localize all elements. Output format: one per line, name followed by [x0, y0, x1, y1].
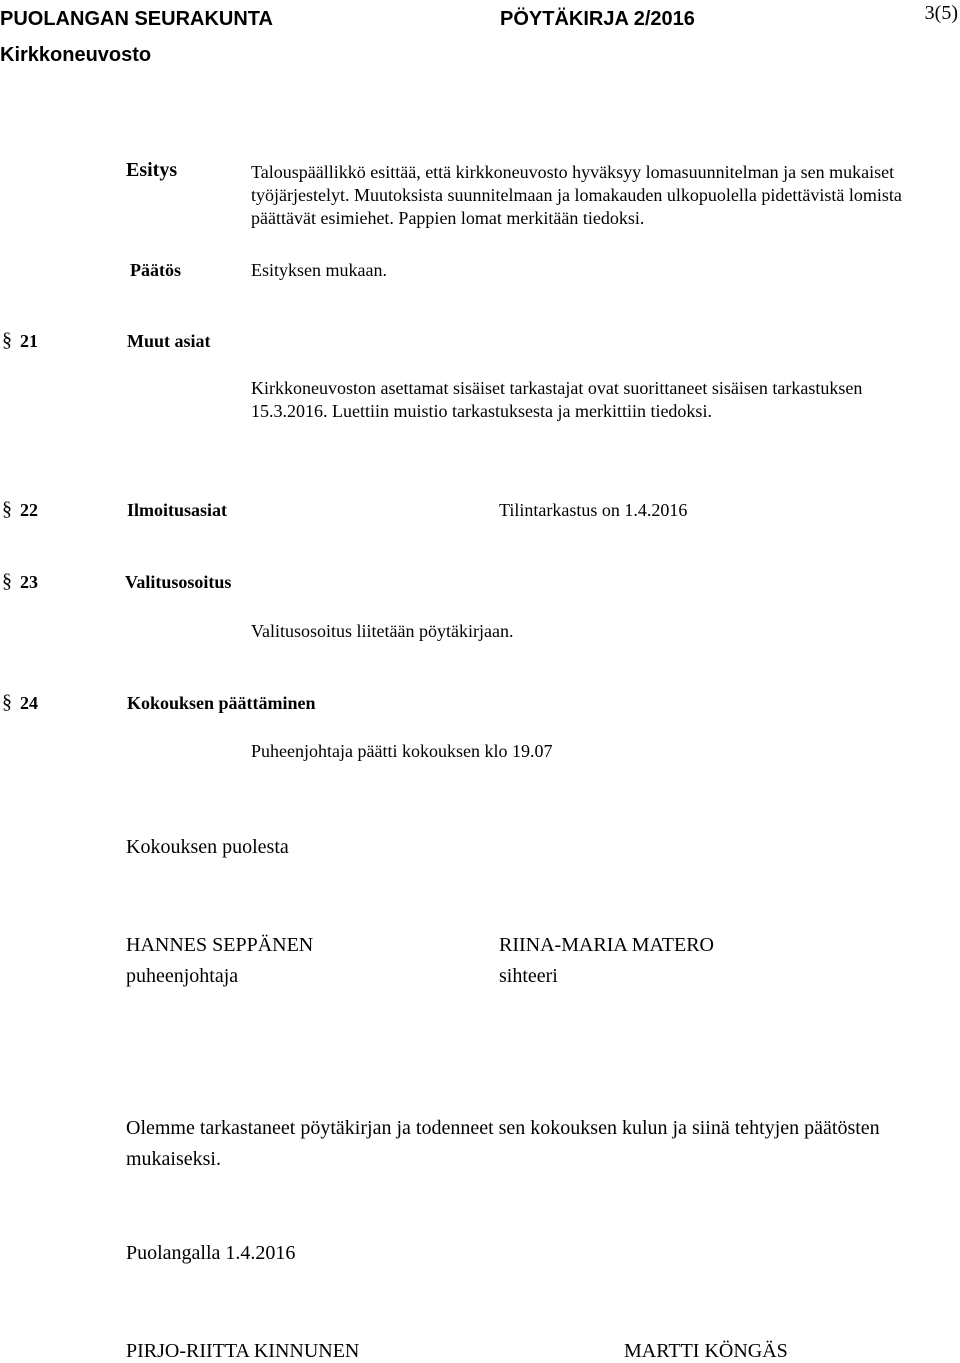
- chair-role: puheenjohtaja: [126, 965, 239, 987]
- verification-text: Olemme tarkastaneet pöytäkirjan ja todenneet sen kokouksen kulun ja siinä tehtyjen päätösten mukaiseksi.: [126, 1117, 880, 1170]
- signatures-intro: Kokouksen puolesta: [126, 836, 289, 858]
- inspector-2-name: MARTTI KÖNGÄS: [624, 1340, 788, 1362]
- place-date: Puolangalla 1.4.2016: [126, 1242, 296, 1264]
- esitys-text: Talouspäällikkö esittää, että kirkkoneuvosto hyväksyy lomasuunnitelman ja sen mukaiset työjärjestelyt. Muutoksista suunnitelmaan ja lomakauden ulkopuolella pidettävistä lomista päättävät esimiehet. Pappien lomat merkitään tiedoksi.: [251, 162, 902, 228]
- section-sign: §: [2, 329, 12, 351]
- section-title: Muut asiat: [127, 331, 211, 351]
- header-org: PUOLANGAN SEURAKUNTA: [0, 8, 273, 30]
- section-title: Kokouksen päättäminen: [127, 693, 316, 713]
- section-text: Kirkkoneuvoston asettamat sisäiset tarkastajat ovat suorittaneet sisäisen tarkastuksen 15.3.2016. Luettiin muistio tarkastuksesta ja merkittiin tiedoksi.: [251, 378, 863, 421]
- section-text: Valitusosoitus liitetään pöytäkirjaan.: [251, 621, 514, 641]
- section-number: 22: [20, 500, 38, 520]
- header-doc-title: PÖYTÄKIRJA 2/2016: [500, 8, 695, 30]
- section-title: Valitusosoitus: [125, 572, 232, 592]
- section-title: Ilmoitusasiat: [127, 500, 228, 520]
- secretary-name: RIINA-MARIA MATERO: [499, 934, 714, 956]
- section-sign: §: [2, 498, 12, 520]
- secretary-role: sihteeri: [499, 965, 558, 987]
- esitys-label: Esitys: [126, 159, 178, 181]
- section-number: 21: [20, 331, 38, 351]
- section-sign: §: [2, 691, 12, 713]
- section-sign: §: [2, 570, 12, 592]
- section-text: Puheenjohtaja päätti kokouksen klo 19.07: [251, 741, 553, 761]
- section-number: 24: [20, 693, 38, 713]
- header-body: Kirkkoneuvosto: [0, 44, 152, 66]
- section-number: 23: [20, 572, 38, 592]
- chair-name: HANNES SEPPÄNEN: [126, 934, 314, 956]
- section-text: Tilintarkastus on 1.4.2016: [499, 500, 688, 520]
- page-number: 3(5): [924, 2, 958, 24]
- paatos-label: Päätös: [130, 260, 181, 280]
- paatos-text: Esityksen mukaan.: [251, 260, 387, 280]
- inspector-1-name: PIRJO-RIITTA KINNUNEN: [126, 1340, 360, 1362]
